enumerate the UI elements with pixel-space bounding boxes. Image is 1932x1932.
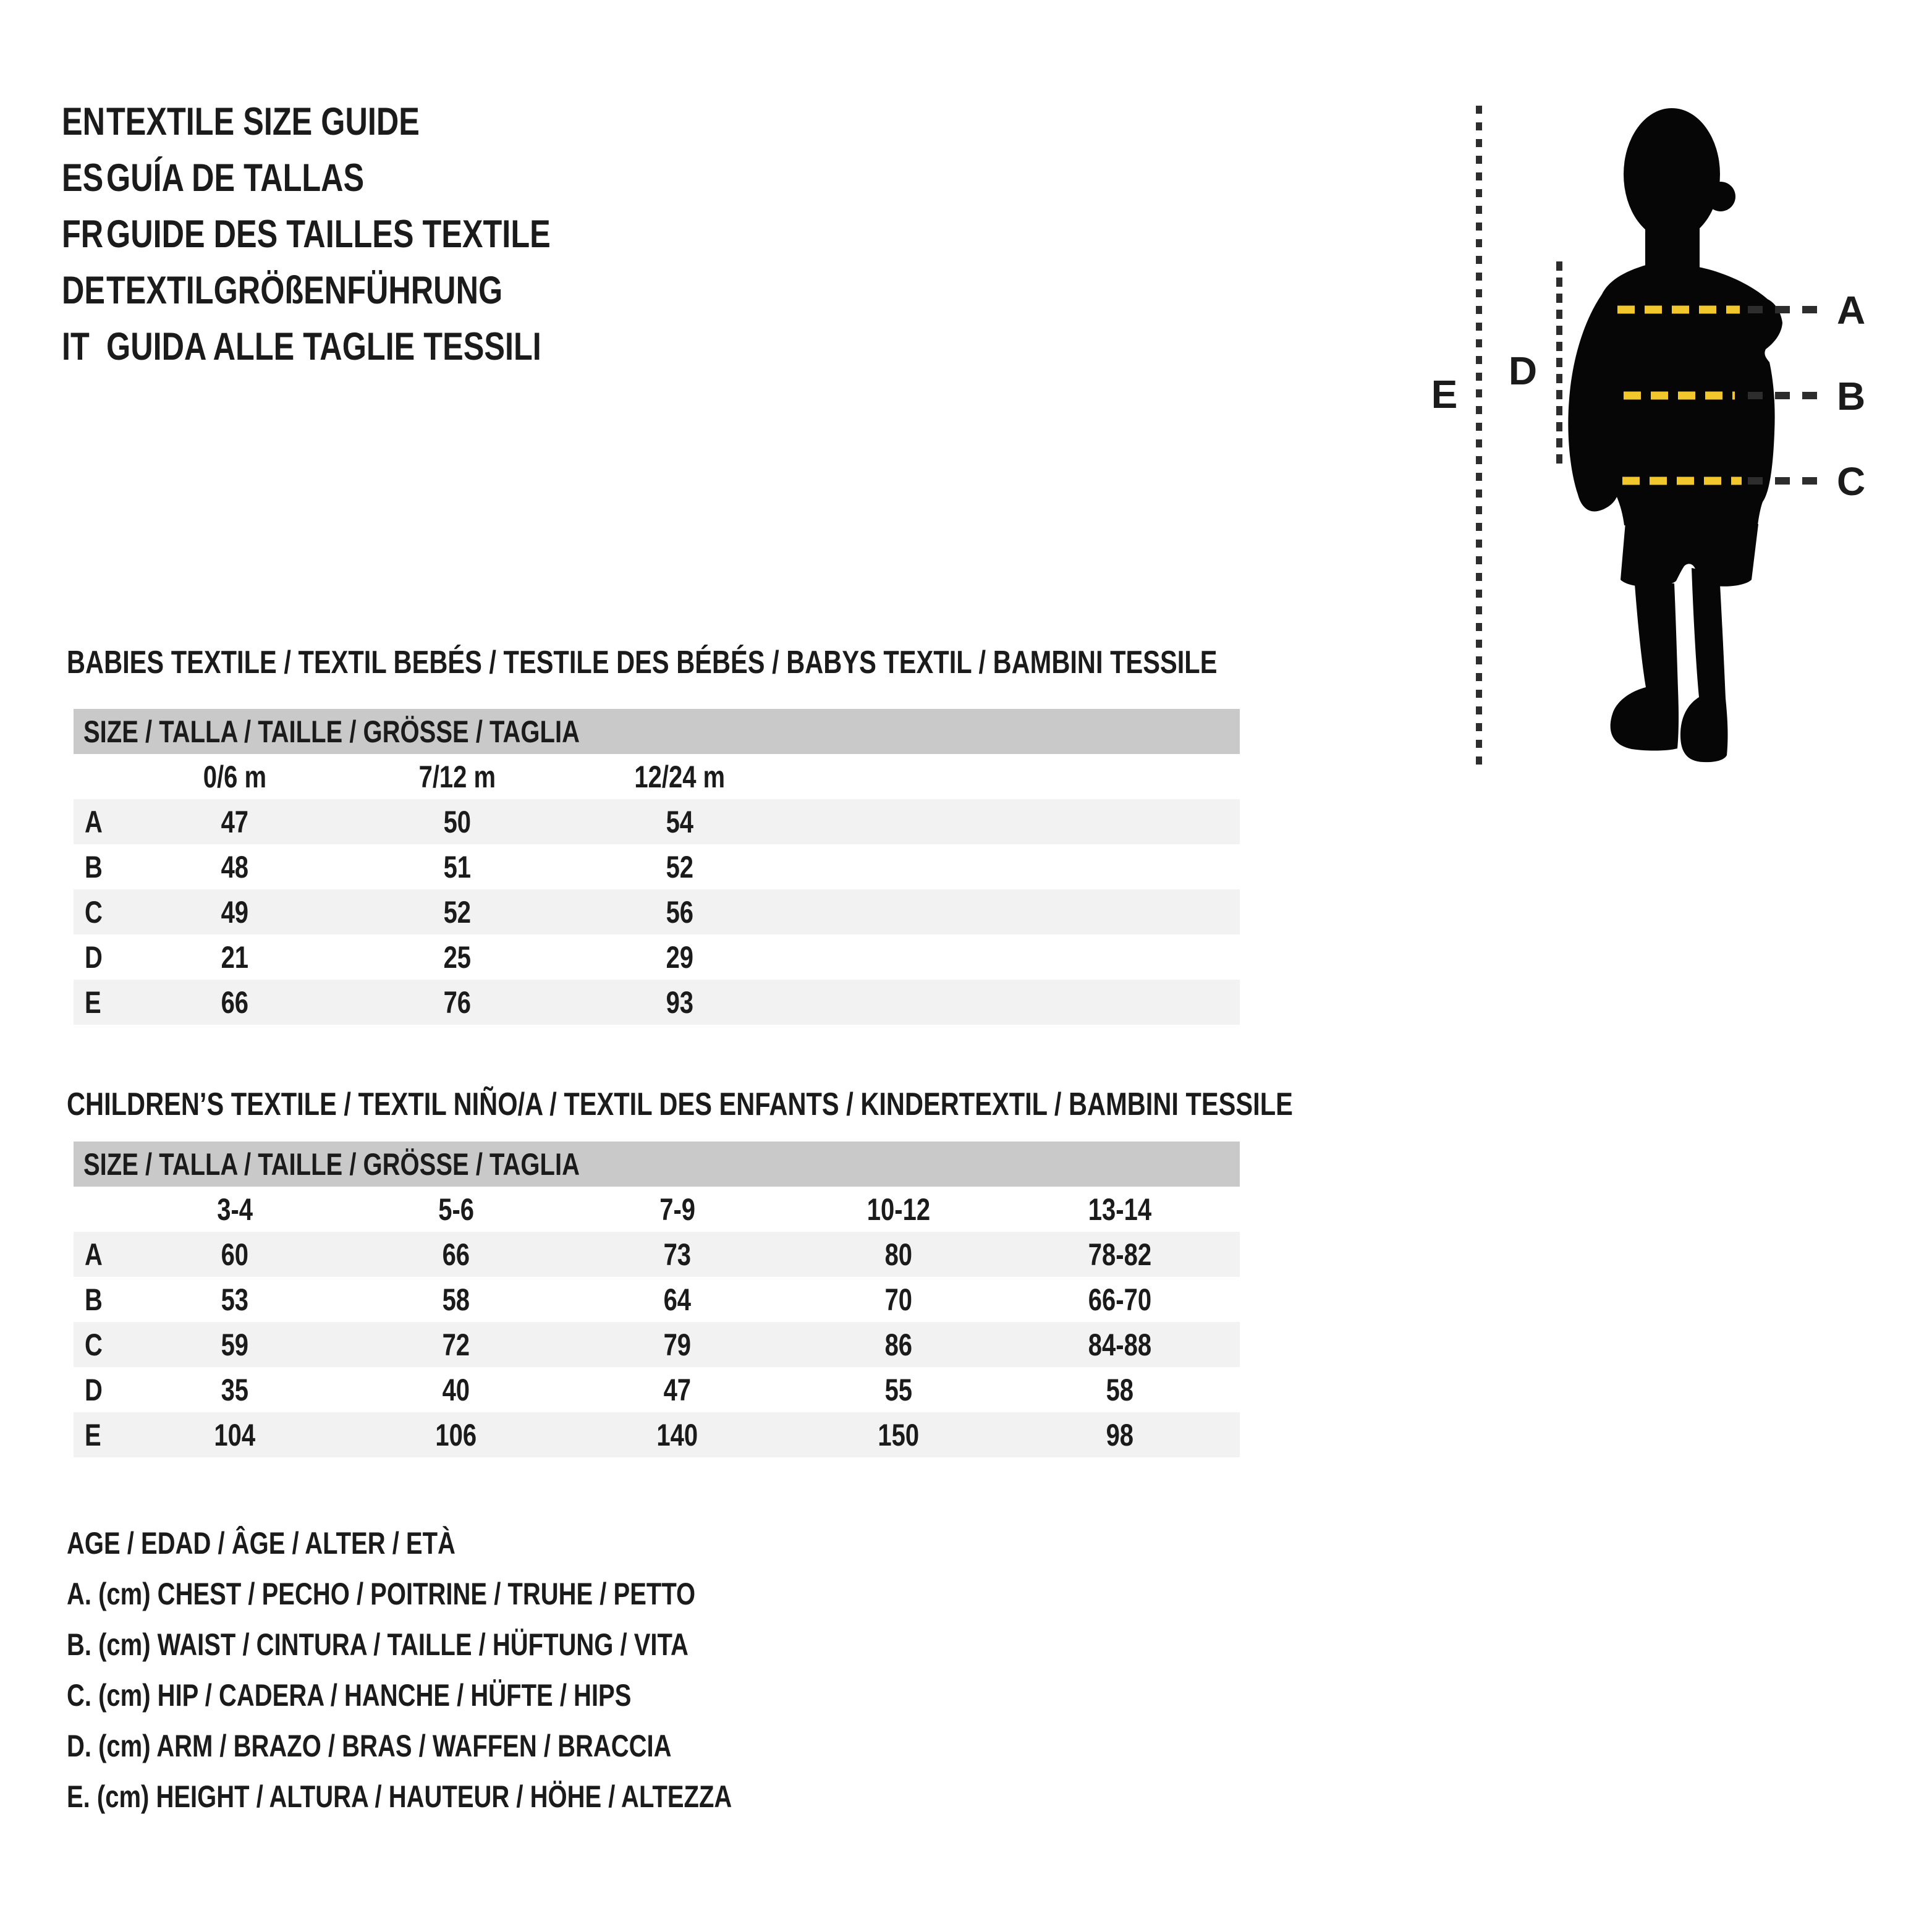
lang-row-it [62,319,661,375]
label-c: C [1837,459,1866,504]
child-silhouette-icon [1568,108,1782,762]
table-row: A 60 66 73 80 78-82 [74,1232,1240,1277]
language-header [62,94,661,375]
children-size-header-bar: SIZE / TALLA / TAILLE / GRÖSSE / TAGLIA [74,1142,1240,1187]
children-section-title: CHILDREN’S TEXTILE / TEXTIL NIÑO/A / TEXTIL DES ENFANTS / KINDERTEXTIL / BAMBINI TESSILE [67,1087,1293,1122]
table-row: B 53 58 64 70 66-70 [85,1282,1152,1317]
legend-line-chest: A. (cm) CHEST / PECHO / POITRINE / TRUHE / PETTO [67,1577,696,1611]
column-header: 10-12 [866,1192,931,1227]
legend-line-hip: C. (cm) HIP / CADERA / HANCHE / HÜFTE / HIPS [67,1678,632,1713]
guide-title-de: TEXTILGRÖßENFÜHRUNG [106,269,503,312]
lang-row-fr [62,206,661,263]
babies-size-table [74,709,1240,1025]
label-e: E [1431,372,1458,417]
table-row: A 47 50 54 [74,799,1240,844]
column-header: 7/12 m [418,759,496,794]
legend-line-age: AGE / EDAD / ÂGE / ALTER / ETÀ [67,1526,455,1561]
guide-title-fr: GUIDE DES TAILLES TEXTILE [106,213,551,256]
label-a: A [1837,288,1866,333]
table-row: D 35 40 47 55 58 [85,1372,1134,1407]
legend-line-arm: D. (cm) ARM / BRAZO / BRAS / WAFFEN / BRACCIA [67,1729,672,1763]
column-header: 12/24 m [634,759,726,794]
legend-line-waist: B. (cm) WAIST / CINTURA / TAILLE / HÜFTUNG / VITA [67,1627,688,1662]
label-d: D [1508,349,1538,393]
guide-title-en: TEXTILE SIZE GUIDE [106,100,420,143]
lang-code: IT [62,325,90,368]
lang-code: FR [62,213,104,256]
babies-section-title: BABIES TEXTILE / TEXTIL BEBÉS / TESTILE DES BÉBÉS / BABYS TEXTIL / BAMBINI TESSILE [67,645,1218,680]
column-header: 13-14 [1088,1192,1152,1227]
measurement-figure [1409,93,1897,797]
column-header: 7-9 [659,1192,695,1227]
table-row: C 59 72 79 86 84-88 [74,1322,1240,1367]
children-column-header-row [74,1187,1240,1232]
lang-code: ES [62,156,104,200]
legend-line-height: E. (cm) HEIGHT / ALTURA / HAUTEUR / HÖHE / ALTEZZA [67,1779,732,1814]
label-b: B [1837,374,1866,418]
guide-title-es: GUÍA DE TALLAS [106,156,365,200]
table-row: B 48 51 52 [85,849,694,884]
column-header: 5-6 [438,1192,474,1227]
column-header: 0/6 m [203,759,267,794]
column-header: 3-4 [217,1192,253,1227]
lang-row-en [62,94,661,150]
lang-code: EN [62,100,106,143]
guide-title-it: GUIDA ALLE TAGLIE TESSILI [106,325,541,368]
children-size-table [74,1142,1240,1457]
table-row: E 66 76 93 [74,980,1240,1025]
lang-row-es [62,150,661,206]
table-row: D 21 25 29 [85,939,694,975]
lang-row-de [62,263,661,319]
babies-column-header-row [74,754,1240,799]
table-row: C 49 52 56 [74,889,1240,934]
babies-size-header-bar: SIZE / TALLA / TAILLE / GRÖSSE / TAGLIA [74,709,1240,754]
table-row: E 104 106 140 150 98 [74,1412,1240,1457]
measurement-legend [67,1518,898,1822]
lang-code: DE [62,269,106,312]
